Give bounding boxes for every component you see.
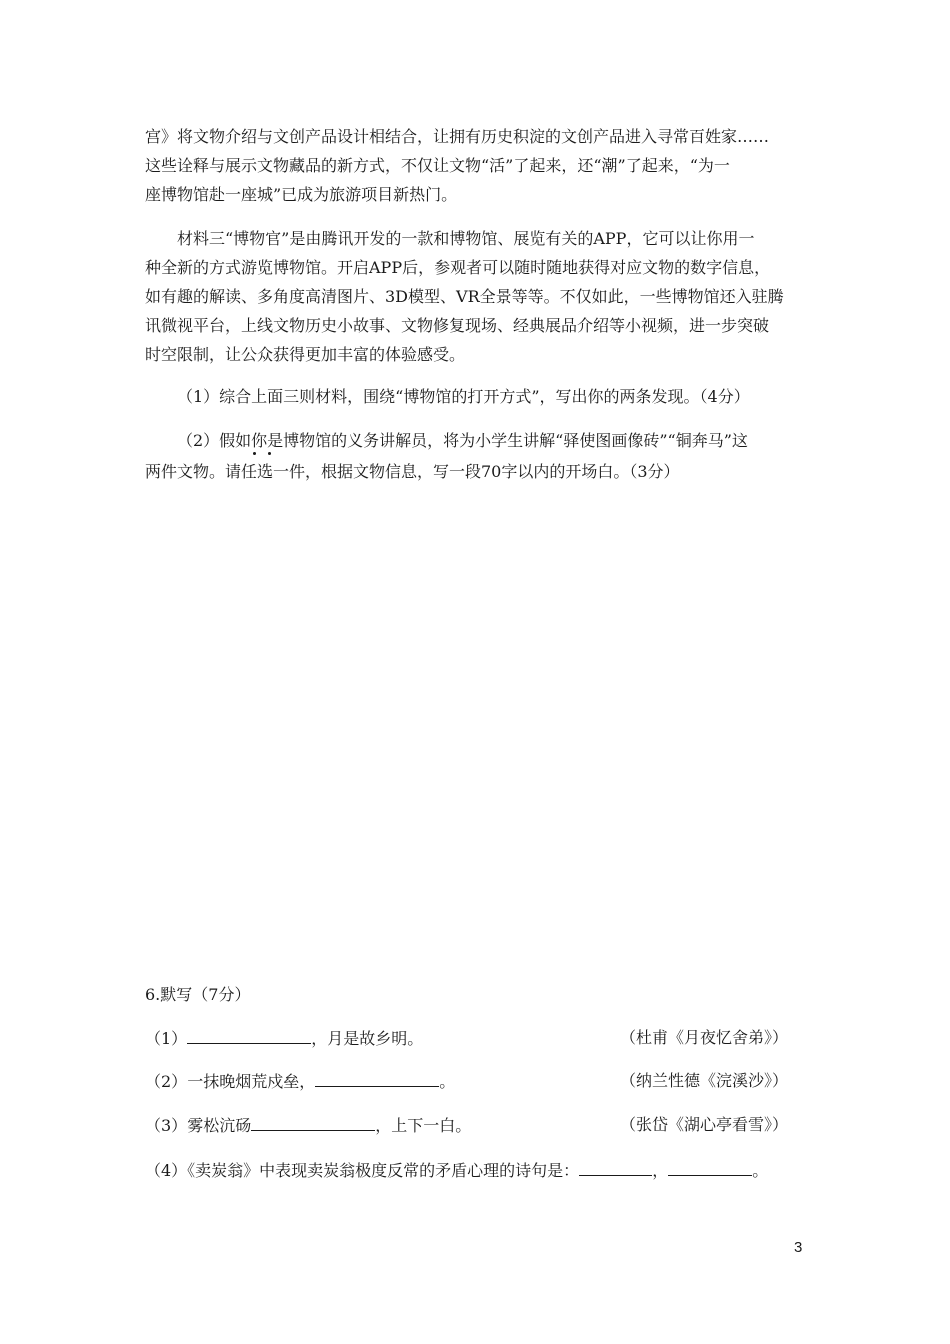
item-text: 。 — [752, 1161, 769, 1180]
item-number: （2） — [145, 1072, 188, 1091]
paragraph-line: 这些诠释与展示文物藏品的新方式，不仅让文物“活”了起来，还“潮”了起来，“为一 — [145, 156, 730, 175]
question-2-line: 两件文物。请任选一件，根据文物信息，写一段70字以内的开场白。（3分） — [145, 462, 680, 481]
item-text: 一抹晚烟荒戍垒， — [187, 1072, 316, 1091]
poem-source: （纳兰性德《浣溪沙》） — [620, 1071, 789, 1090]
dictation-item-2 — [145, 1070, 455, 1093]
item-number: （1） — [145, 1029, 188, 1048]
paragraph-line: 种全新的方式游览博物馆。开启APP后，参观者可以随时随地获得对应文物的数字信息， — [145, 258, 771, 277]
item-text: （4）《卖炭翁》中表现卖炭翁极度反常的矛盾心理的诗句是： — [145, 1161, 580, 1180]
answer-blank[interactable] — [251, 1114, 375, 1131]
question-1: （1）综合上面三则材料，围绕“博物馆的打开方式”，写出你的两条发现。（4分） — [177, 387, 750, 406]
emphasis-dots — [249, 452, 279, 458]
item-text: 。 — [439, 1072, 456, 1091]
answer-blank[interactable] — [315, 1070, 439, 1087]
poem-source: （杜甫《月夜忆舍弟》） — [620, 1028, 789, 1047]
emphasis-dot — [253, 452, 256, 455]
page-number: 3 — [794, 1239, 803, 1256]
dictation-item-1 — [145, 1027, 423, 1050]
paragraph-line: 材料三“博物官”是由腾讯开发的一款和博物馆、展览有关的APP，它可以让你用一 — [177, 229, 755, 248]
answer-blank[interactable] — [668, 1159, 752, 1176]
poem-source: （张岱《湖心亭看雪》） — [620, 1115, 789, 1134]
paragraph-line: 如有趣的解读、多角度高清图片、3D模型、VR全景等等。不仅如此，一些博物馆还入驻腾 — [145, 287, 784, 306]
paragraph-line: 宫》将文物介绍与文创产品设计相结合，让拥有历史积淀的文创产品进入寻常百姓家…… — [145, 127, 770, 146]
item-text: ， — [652, 1161, 669, 1180]
question-2-line: （2）假如你是博物馆的义务讲解员，将为小学生讲解“驿使图画像砖”“铜奔马”这 — [177, 431, 748, 450]
dictation-item-3 — [145, 1114, 471, 1137]
dictation-item-4 — [145, 1159, 768, 1182]
item-text: ，月是故乡明。 — [311, 1029, 424, 1048]
paragraph-line: 座博物馆赴一座城”已成为旅游项目新热门。 — [145, 185, 458, 204]
paragraph-line: 讯微视平台，上线文物历史小故事、文物修复现场、经典展品介绍等小视频，进一步突破 — [145, 316, 770, 335]
item-number: （3） — [145, 1116, 188, 1135]
section-title: 6.默写（7分） — [145, 985, 251, 1004]
answer-blank[interactable] — [187, 1027, 311, 1044]
answer-blank[interactable] — [579, 1159, 652, 1176]
item-text: 雾松沆砀 — [187, 1116, 252, 1135]
emphasis-dot — [268, 452, 271, 455]
paragraph-line: 时空限制，让公众获得更加丰富的体验感受。 — [145, 345, 466, 364]
item-text: ，上下一白。 — [375, 1116, 472, 1135]
